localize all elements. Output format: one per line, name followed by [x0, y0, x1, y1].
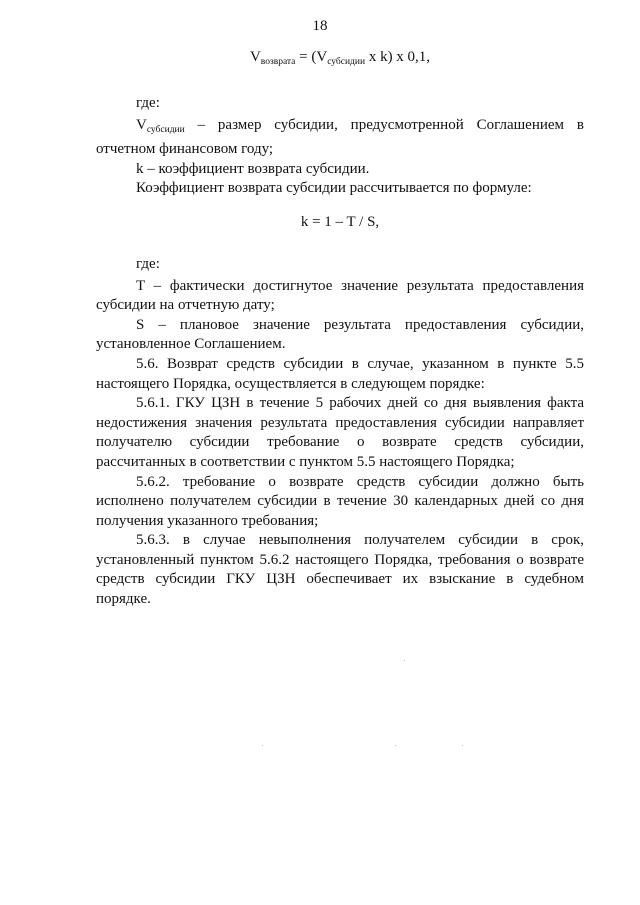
- definition-t: T – фактически достигнутое значение результата предоставления субсидии на отчетную дату;: [96, 277, 584, 314]
- where-label-1: где:: [136, 95, 160, 111]
- def-v-subscript: субсидии: [146, 124, 185, 135]
- definition-v-subsidy: [96, 116, 584, 160]
- formula-refund-volume: [96, 44, 584, 70]
- formula-lhs-symbol: V: [249, 49, 261, 65]
- scan-speck: [462, 745, 463, 746]
- coefficient-intro: Коэффициент возврата субсидии рассчитывается по формуле:: [136, 180, 532, 197]
- paragraph-5-6-3: 5.6.3. в случае невыполнения получателем субсидии в срок, установленный пунктом 5.6.2 настоящего Порядка, требования о возврате средств субсидии ГКУ ЦЗН обеспечивает их взыскание в судебном порядке.: [96, 532, 584, 608]
- formula-eq-open: = (V: [295, 49, 328, 65]
- where-label-2: где:: [136, 255, 160, 272]
- paragraph-5-6-2: 5.6.2. требование о возврате средств субсидии должно быть исполнено получателем субсидии в течение 30 календарных дней со дня получения указанного требования;: [96, 473, 584, 529]
- def-v-symbol: V: [136, 116, 147, 133]
- formula-rhs-subscript: субсидии: [327, 57, 366, 67]
- document-body: [96, 44, 584, 610]
- formula-rhs-tail: x k) x 0,1,: [365, 49, 431, 65]
- definition-k: k – коэффициент возврата субсидии.: [136, 160, 370, 177]
- scan-speck: [262, 745, 263, 746]
- scan-speck: [404, 660, 405, 661]
- scan-speck: [395, 745, 396, 746]
- formula-lhs-subscript: возврата: [260, 57, 296, 67]
- definition-s: S – плановое значение результата предоставления субсидии, установленное Соглашением.: [96, 316, 584, 353]
- page-number: 18: [312, 18, 328, 34]
- def-v-text: – размер субсидии, предусмотренной Соглашением в отчетном финансовом году;: [96, 116, 584, 158]
- paragraph-5-6-1: 5.6.1. ГКУ ЦЗН в течение 5 рабочих дней со дня выявления факта недостижения значения результата предоставления субсидии направляет получателю субсидии требование о возврате средств субсидии, рассчитанных в соответствии с пунктом 5.5 настоящего Порядка;: [96, 395, 584, 470]
- paragraph-5-6: 5.6. Возврат средств субсидии в случае, указанном в пункте 5.5 настоящего Порядка, осуществляется в следующем порядке:: [96, 355, 584, 392]
- formula-coefficient: k = 1 – T / S,: [300, 213, 380, 230]
